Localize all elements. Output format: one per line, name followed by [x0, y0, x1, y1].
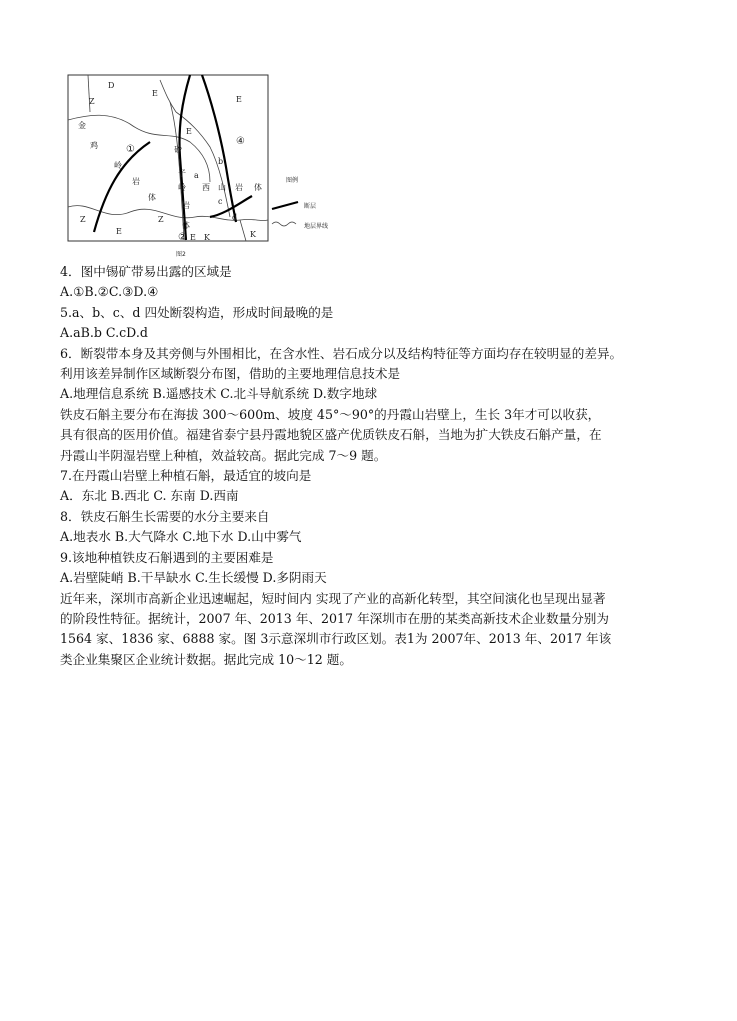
stratum-label: E: [190, 233, 196, 242]
stratum-label: E: [116, 227, 122, 236]
question-8-stem: 8．铁皮石斛生长需要的水分主要来自: [60, 508, 270, 524]
rock-label: 鸡: [90, 141, 98, 150]
region-marker: ①: [126, 144, 135, 155]
rock-label: 体: [254, 183, 262, 192]
geologic-map-figure: [60, 72, 340, 260]
legend-fault-label: 断层: [304, 203, 317, 210]
passage-shenzhen-line2: 的阶段性特征。据统计，2007 年、2013 年、2017 年深圳市在册的某类高新技术企业数量分别为: [60, 610, 609, 626]
region-marker: ④: [236, 136, 245, 147]
stratum-label: E: [186, 127, 192, 136]
question-6-stem-line2: 利用该差异制作区域断裂分布图，借助的主要地理信息技术是: [60, 366, 401, 382]
rock-label: 子: [178, 169, 186, 178]
fault-label: d: [232, 213, 238, 222]
fault-label: a: [194, 171, 199, 180]
rock-label: 金: [78, 121, 86, 130]
question-4-stem: 4．图中锡矿带易出露的区域是: [60, 264, 232, 279]
stratum-label: Z: [158, 215, 164, 224]
stratum-label: E: [152, 89, 158, 98]
passage-dendrobium-line3: 丹霞山半阴湿岩壁上种植，效益较高。据此完成 7～9 题。: [60, 447, 387, 463]
question-7-options: A．东北 B.西北 C. 东南 D.西南: [60, 488, 239, 504]
rock-label: 岩: [182, 201, 190, 210]
figure-caption: 图2: [176, 251, 186, 258]
region-marker: ②: [178, 232, 187, 243]
question-6-options: A.地理信息系统 B.遥感技术 C.北斗导航系统 D.数字地球: [60, 386, 378, 402]
question-9-options: A.岩壁陡峭 B.干旱缺水 C.生长缓慢 D.多阴雨天: [60, 570, 327, 586]
question-5-stem: 5.a、b、c、d 四处断裂构造，形成时间最晚的是: [60, 304, 334, 320]
rock-label: 岭: [178, 183, 186, 192]
question-8-options: A.地表水 B.大气降水 C.地下水 D.山中雾气: [60, 529, 302, 545]
passage-dendrobium-line2: 具有很高的医用价值。福建省泰宁县丹霞地貌区盛产优质铁皮石斛，当地为扩大铁皮石斛产量，在: [60, 427, 602, 443]
rock-label: 体: [148, 193, 156, 202]
geologic-map-svg: [60, 72, 340, 260]
rock-label: 西: [202, 183, 210, 192]
rock-label: 山: [218, 183, 226, 192]
stratum-label: K: [204, 233, 210, 242]
fault-label: b: [218, 157, 224, 166]
passage-shenzhen-line4: 类企业集聚区企业统计数据。据此完成 10～12 题。: [60, 651, 352, 667]
fault-label: c: [218, 197, 223, 206]
legend-title: 图例: [286, 177, 299, 184]
legend-boundary-swatch: [272, 222, 296, 226]
rock-label: 砂: [174, 145, 182, 154]
question-text: [60, 262, 690, 670]
stratum-label: E: [236, 95, 242, 104]
question-9-stem: 9.该地种植铁皮石斛遇到的主要困难是: [60, 549, 274, 565]
question-4-options: A.①B.②C.③D.④: [60, 284, 159, 300]
stratum-label: Z: [89, 97, 95, 106]
passage-shenzhen-line3: 1564 家、1836 家、6888 家。图 3示意深圳市行政区划。表1为 2007年、2013 年、2017 年该: [60, 631, 612, 647]
rock-label: 岭: [114, 161, 122, 170]
stratum-label: D: [108, 81, 115, 90]
stratum-label: K: [250, 230, 256, 239]
passage-shenzhen-line1: 近年来，深圳市高新企业迅速崛起，短时间内 实现了产业的高新化转型，其空间演化也呈现出显著: [60, 590, 606, 606]
question-5-options: A.aB.b C.cD.d: [60, 325, 148, 341]
legend-boundary-label: 地层界线: [304, 223, 329, 230]
stratum-label: Z: [80, 215, 86, 224]
rock-label: 岩: [132, 177, 140, 186]
rock-label: 体: [182, 221, 190, 230]
legend-fault-swatch: [272, 202, 298, 209]
rock-label: 岩: [235, 183, 243, 192]
question-7-stem: 7.在丹霞山岩壁上种植石斛，最适宜的坡向是: [60, 468, 312, 484]
passage-dendrobium-line1: 铁皮石斛主要分布在海拔 300～600m、坡度 45°～90°的丹霞山岩壁上，生长 3年才可以收获，: [60, 406, 601, 422]
question-6-stem-line1: 6．断裂带本身及其旁侧与外围相比，在含水性、岩石成分以及结构特征等方面均存在较明显的差异。: [60, 345, 623, 361]
